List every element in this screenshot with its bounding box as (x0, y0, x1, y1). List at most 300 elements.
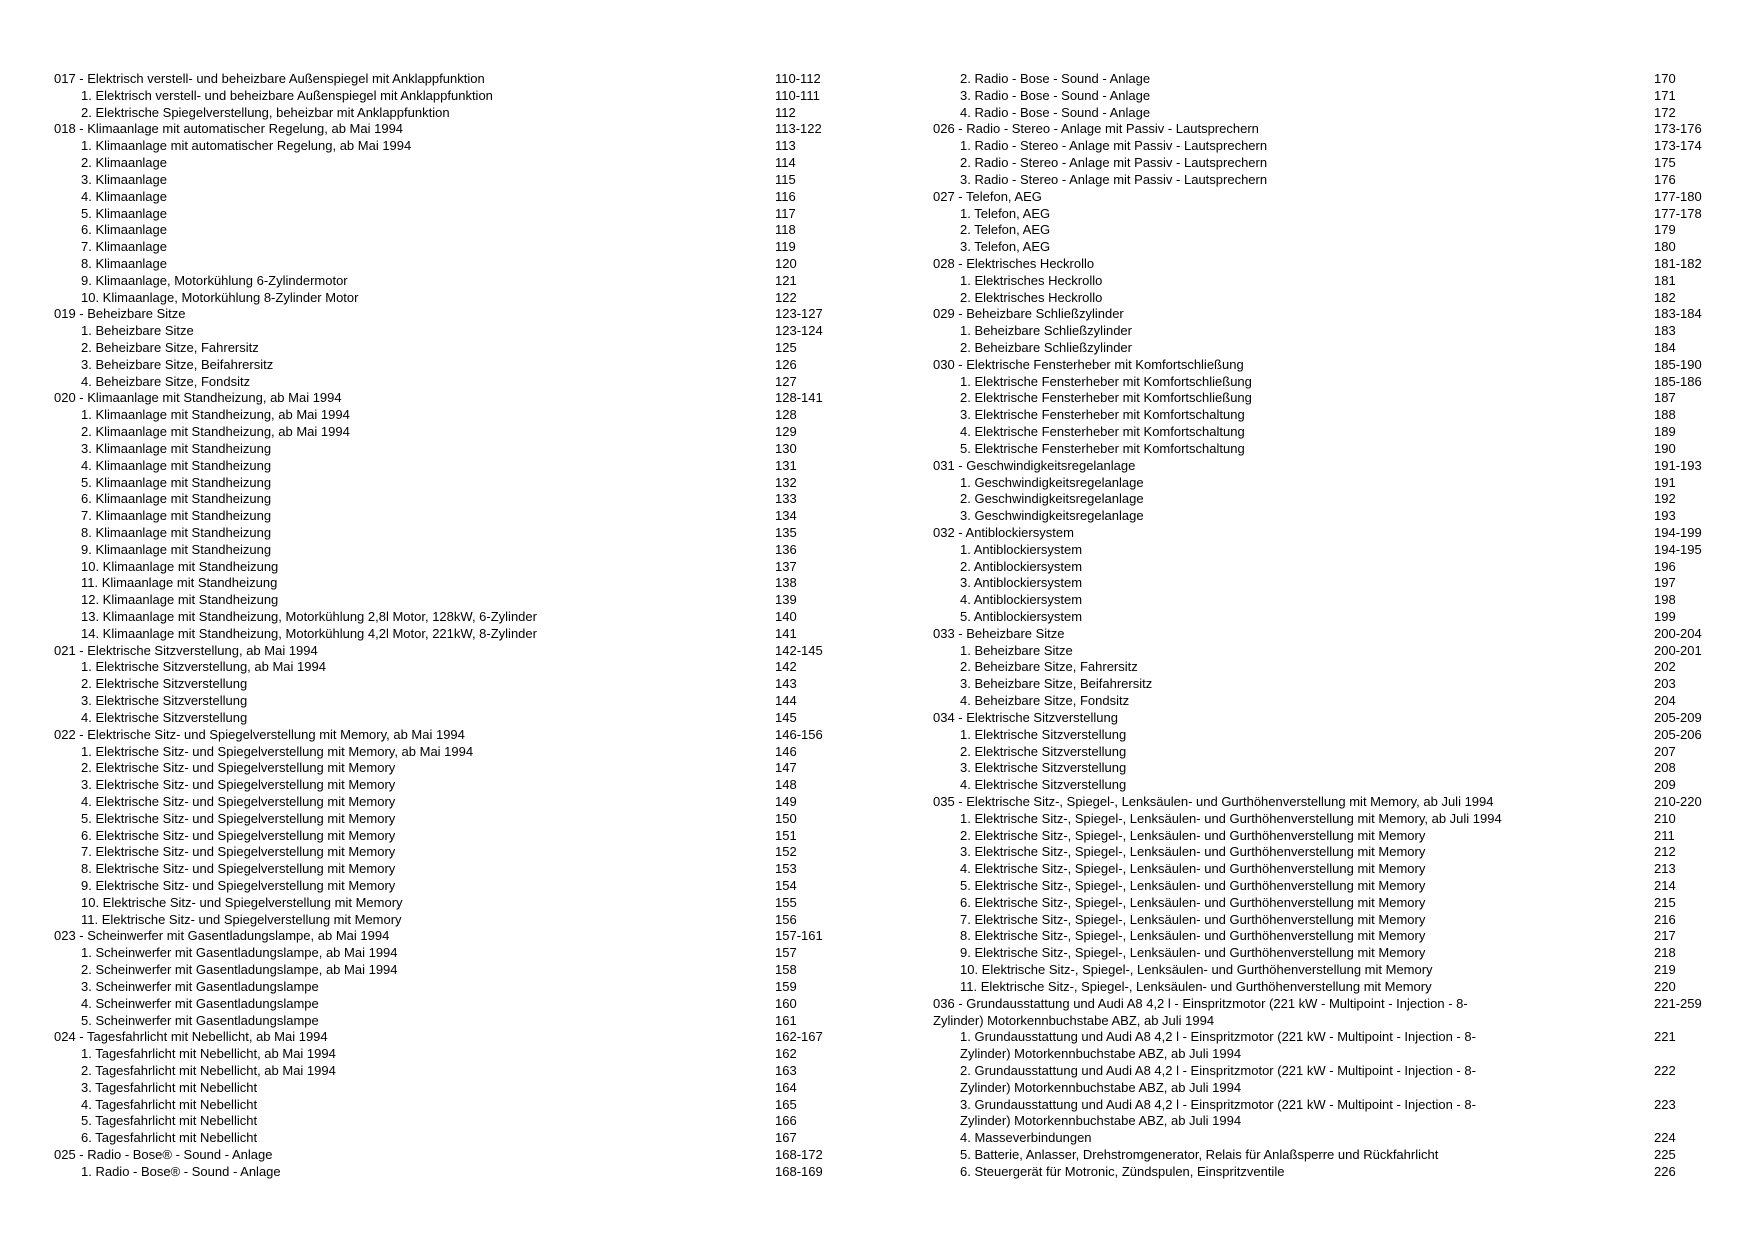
toc-subentry[interactable] (54, 744, 834, 761)
toc-subentry[interactable] (933, 1147, 1713, 1164)
toc-entry-pages: 197 (1654, 575, 1676, 591)
toc-entry-title: 017 - Elektrisch verstell- und beheizbare Außenspiegel mit Anklappfunktion (54, 71, 485, 86)
toc-section-entry[interactable] (54, 121, 834, 138)
toc-subentry[interactable] (54, 592, 834, 609)
toc-entry-pages: 141 (775, 625, 797, 641)
toc-entry-title: 3. Scheinwerfer mit Gasentladungslampe (81, 978, 319, 994)
toc-entry-pages: 205-209 (1654, 709, 1702, 725)
toc-entry-pages: 196 (1654, 558, 1676, 574)
toc-subentry[interactable] (933, 273, 1713, 290)
toc-entry-title: 9. Elektrische Sitz-, Spiegel-, Lenksäulen- und Gurthöhenverstellung mit Memory (960, 945, 1426, 961)
toc-entry-pages: 200-201 (1654, 642, 1702, 658)
toc-subentry[interactable] (933, 592, 1713, 609)
toc-entry-pages: 200-204 (1654, 625, 1702, 641)
toc-subentry[interactable] (54, 1164, 834, 1181)
toc-section-entry[interactable] (54, 71, 834, 88)
toc-entry-pages: 128 (775, 407, 797, 423)
toc-entry-title: 019 - Beheizbare Sitze (54, 306, 186, 322)
toc-entry-pages: 190 (1654, 440, 1676, 456)
toc-section-entry[interactable] (54, 928, 834, 945)
toc-entry-pages: 142 (775, 659, 797, 675)
toc-subentry[interactable] (933, 962, 1713, 979)
toc-subentry[interactable] (54, 374, 834, 391)
toc-entry-title: 4. Klimaanlage mit Standheizung (81, 457, 272, 473)
toc-entry-pages: 180 (1654, 239, 1676, 255)
toc-subentry[interactable] (54, 760, 834, 777)
toc-entry-title: 7. Elektrische Sitz- und Spiegelverstellung mit Memory (81, 844, 396, 860)
toc-subentry[interactable] (933, 441, 1713, 458)
toc-subentry[interactable] (54, 105, 834, 122)
toc-entry-pages: 154 (775, 878, 797, 893)
toc-entry-pages: 171 (1654, 87, 1676, 103)
toc-subentry[interactable] (54, 155, 834, 172)
toc-subentry[interactable] (933, 979, 1713, 996)
toc-subentry[interactable] (54, 138, 834, 155)
toc-subentry[interactable] (933, 475, 1713, 492)
toc-entry-title: 5. Batterie, Anlasser, Drehstromgenerator, Relais für Anlaßsperre und Rückfahrlicht (960, 1147, 1439, 1162)
toc-subentry[interactable] (54, 878, 834, 895)
toc-subentry[interactable] (54, 458, 834, 475)
toc-subentry[interactable] (933, 895, 1713, 912)
toc-entry-pages: 183 (1654, 323, 1676, 339)
toc-entry-title: 7. Elektrische Sitz-, Spiegel-, Lenksäulen- und Gurthöhenverstellung mit Memory (960, 911, 1426, 927)
toc-entry-title: 4. Tagesfahrlicht mit Nebellicht (81, 1096, 258, 1112)
toc-entry-pages: 175 (1654, 155, 1676, 171)
toc-entry-title: 023 - Scheinwerfer mit Gasentladungslampe, ab Mai 1994 (54, 928, 390, 944)
toc-entry-pages: 112 (775, 104, 796, 120)
toc-entry-pages: 115 (775, 171, 796, 187)
toc-subentry[interactable] (54, 895, 834, 912)
toc-subentry[interactable] (54, 659, 834, 676)
toc-subentry[interactable] (933, 172, 1713, 189)
toc-subentry[interactable] (933, 1029, 1713, 1063)
toc-entry-title: 1. Beheizbare Schließzylinder (960, 323, 1132, 339)
toc-subentry[interactable] (54, 1113, 834, 1130)
toc-subentry[interactable] (933, 727, 1713, 744)
toc-entry-title: 4. Radio - Bose - Sound - Anlage (960, 104, 1151, 120)
toc-section-entry[interactable] (54, 727, 834, 744)
toc-entry-title: 4. Masseverbindungen (960, 1130, 1092, 1146)
toc-entry-title: 9. Klimaanlage, Motorkühlung 6-Zylindermotor (81, 272, 348, 288)
toc-subentry[interactable] (933, 1130, 1713, 1147)
toc-subentry[interactable] (933, 374, 1713, 391)
toc-subentry[interactable] (54, 777, 834, 794)
toc-section-entry[interactable] (933, 626, 1713, 643)
toc-entry-title: 2. Elektrische Spiegelverstellung, beheizbar mit Anklappfunktion (81, 104, 450, 120)
toc-entry-title: 3. Elektrische Sitzverstellung (81, 693, 248, 709)
toc-subentry[interactable] (933, 1097, 1713, 1131)
toc-entry-title: 5. Antiblockiersystem (960, 609, 1083, 624)
toc-entry-pages: 147 (775, 760, 797, 776)
toc-entry-title: 026 - Radio - Stereo - Anlage mit Passiv - Lautsprechern (933, 121, 1259, 137)
toc-entry-pages: 184 (1654, 340, 1676, 355)
toc-subentry[interactable] (933, 912, 1713, 929)
toc-entry-pages: 110-112 (775, 71, 821, 86)
toc-subentry[interactable] (933, 676, 1713, 693)
toc-entry-title: 8. Klimaanlage (81, 255, 167, 271)
toc-entry-pages: 138 (775, 575, 797, 591)
toc-entry-title: 2. Elektrische Fensterheber mit Komfortschließung (960, 390, 1252, 406)
toc-entry-pages: 185-190 (1654, 356, 1702, 372)
toc-entry-title: 033 - Beheizbare Sitze (933, 625, 1065, 641)
toc-entry-title: 030 - Elektrische Fensterheber mit Komfortschließung (933, 356, 1244, 372)
toc-subentry[interactable] (54, 794, 834, 811)
toc-subentry[interactable] (54, 912, 834, 929)
toc-entry-title: 1. Radio - Stereo - Anlage mit Passiv - Lautsprechern (960, 138, 1268, 154)
toc-entry-title: 4. Beheizbare Sitze, Fondsitz (81, 373, 251, 389)
toc-entry-pages: 193 (1654, 508, 1676, 524)
toc-section-entry[interactable] (933, 256, 1713, 273)
toc-entry-pages: 119 (775, 239, 796, 255)
toc-entry-title: 3. Antiblockiersystem (960, 575, 1083, 591)
toc-entry-pages: 157-161 (775, 928, 823, 944)
toc-entry-pages: 209 (1654, 777, 1676, 793)
toc-entry-pages: 158 (775, 962, 797, 978)
toc-entry-pages: 146 (775, 743, 797, 759)
toc-subentry[interactable] (933, 609, 1713, 626)
toc-entry-title: 1. Beheizbare Sitze (960, 642, 1073, 658)
toc-entry-title: 2. Beheizbare Schließzylinder (960, 340, 1132, 355)
toc-entry-pages: 146-156 (775, 726, 823, 742)
toc-entry-pages: 113-122 (775, 121, 822, 137)
toc-subentry[interactable] (54, 945, 834, 962)
toc-subentry[interactable] (933, 559, 1713, 576)
toc-subentry[interactable] (933, 491, 1713, 508)
toc-entry-title: 3. Geschwindigkeitsregelanlage (960, 508, 1144, 524)
toc-subentry[interactable] (54, 626, 834, 643)
toc-entry-pages: 181 (1654, 272, 1676, 288)
toc-subentry[interactable] (933, 643, 1713, 660)
toc-entry-pages: 129 (775, 424, 797, 440)
toc-subentry[interactable] (933, 390, 1713, 407)
toc-subentry[interactable] (54, 491, 834, 508)
toc-subentry[interactable] (54, 525, 834, 542)
toc-section-entry[interactable] (933, 710, 1713, 727)
toc-entry-pages: 123-124 (775, 323, 823, 339)
toc-entry-pages: 151 (775, 827, 797, 843)
toc-section-entry[interactable] (54, 1147, 834, 1164)
toc-entry-title: 2. Beheizbare Sitze, Fahrersitz (960, 659, 1138, 675)
toc-entry-pages: 163 (775, 1062, 797, 1078)
toc-entry-pages: 140 (775, 609, 797, 624)
toc-subentry[interactable] (54, 710, 834, 727)
toc-entry-pages: 156 (775, 911, 797, 927)
toc-subentry[interactable] (54, 676, 834, 693)
toc-subentry[interactable] (54, 575, 834, 592)
toc-entry-title: 6. Klimaanlage mit Standheizung (81, 491, 272, 507)
toc-entry-title: 6. Tagesfahrlicht mit Nebellicht (81, 1130, 258, 1146)
toc-subentry[interactable] (933, 71, 1713, 88)
toc-entry-title: 2. Scheinwerfer mit Gasentladungslampe, ab Mai 1994 (81, 962, 398, 978)
toc-entry-title: 1. Antiblockiersystem (960, 541, 1083, 557)
toc-section-entry[interactable] (54, 390, 834, 407)
toc-subentry[interactable] (54, 828, 834, 845)
toc-section-entry[interactable] (54, 1029, 834, 1046)
toc-entry-pages: 110-111 (775, 87, 820, 103)
toc-entry-pages: 225 (1654, 1147, 1676, 1162)
toc-subentry[interactable] (54, 861, 834, 878)
toc-entry-title: 031 - Geschwindigkeitsregelanlage (933, 457, 1136, 473)
toc-entry-pages: 172 (1654, 104, 1676, 120)
toc-entry-title: 5. Klimaanlage (81, 205, 167, 221)
toc-section-entry[interactable] (933, 121, 1713, 138)
toc-subentry[interactable] (933, 508, 1713, 525)
toc-subentry[interactable] (933, 760, 1713, 777)
toc-subentry[interactable] (933, 828, 1713, 845)
toc-entry-title: 14. Klimaanlage mit Standheizung, Motorkühlung 4,2l Motor, 221kW, 8-Zylinder (81, 625, 537, 641)
toc-entry-pages: 216 (1654, 911, 1676, 927)
toc-subentry[interactable] (54, 508, 834, 525)
toc-subentry[interactable] (933, 542, 1713, 559)
toc-subentry[interactable] (933, 340, 1713, 357)
toc-entry-title: 1. Telefon, AEG (960, 205, 1051, 221)
toc-entry-title: 4. Beheizbare Sitze, Fondsitz (960, 693, 1130, 709)
toc-entry-title: 3. Beheizbare Sitze, Beifahrersitz (960, 676, 1153, 692)
toc-entry-pages: 157 (775, 945, 797, 961)
toc-subentry[interactable] (933, 844, 1713, 861)
toc-entry-pages: 134 (775, 508, 797, 524)
toc-entry-pages: 117 (775, 205, 796, 221)
toc-entry-pages: 192 (1654, 491, 1676, 507)
toc-entry-pages: 168-169 (775, 1163, 823, 1179)
toc-entry-pages: 153 (775, 861, 797, 877)
toc-entry-pages: 210-220 (1654, 793, 1702, 809)
toc-subentry[interactable] (54, 172, 834, 189)
toc-entry-title: 8. Klimaanlage mit Standheizung (81, 524, 272, 540)
toc-entry-title: 2. Radio - Stereo - Anlage mit Passiv - Lautsprechern (960, 155, 1268, 171)
toc-subentry[interactable] (933, 206, 1713, 223)
toc-subentry[interactable] (54, 239, 834, 256)
toc-entry-pages: 145 (775, 709, 797, 725)
toc-subentry[interactable] (54, 290, 834, 307)
toc-entry-title: 4. Elektrische Sitzverstellung (81, 709, 248, 725)
toc-entry-title: 036 - Grundausstattung und Audi A8 4,2 l - Einspritzmotor (221 kW - Multipoint - Injection - 8-Zylinder) Motorkennbuchstabe ABZ, ab Juli 1994 (933, 995, 1468, 1028)
toc-subentry[interactable] (933, 1063, 1713, 1097)
toc-subentry[interactable] (54, 1046, 834, 1063)
toc-entry-title: 034 - Elektrische Sitzverstellung (933, 709, 1118, 725)
toc-entry-pages: 220 (1654, 978, 1676, 994)
toc-entry-pages: 164 (775, 1079, 797, 1095)
toc-entry-title: 2. Antiblockiersystem (960, 558, 1083, 574)
toc-entry-pages: 191-193 (1654, 457, 1702, 473)
toc-subentry[interactable] (933, 693, 1713, 710)
toc-entry-title: 2. Elektrisches Heckrollo (960, 289, 1103, 305)
toc-entry-pages: 182 (1654, 289, 1676, 305)
toc-section-entry[interactable] (933, 996, 1713, 1030)
toc-subentry[interactable] (933, 222, 1713, 239)
toc-entry-pages: 161 (775, 1012, 797, 1028)
toc-section-entry[interactable] (54, 643, 834, 660)
toc-section-entry[interactable] (933, 357, 1713, 374)
toc-entry-title: 3. Elektrische Sitz- und Spiegelverstellung mit Memory (81, 777, 396, 793)
toc-entry-pages: 208 (1654, 760, 1676, 776)
toc-subentry[interactable] (54, 1013, 834, 1030)
toc-entry-title: 3. Elektrische Sitzverstellung (960, 760, 1127, 776)
toc-subentry[interactable] (54, 559, 834, 576)
toc-subentry[interactable] (933, 88, 1713, 105)
toc-subentry[interactable] (54, 962, 834, 979)
toc-subentry[interactable] (54, 407, 834, 424)
toc-section-entry[interactable] (933, 525, 1713, 542)
toc-entry-pages: 135 (775, 524, 797, 540)
toc-entry-title: 020 - Klimaanlage mit Standheizung, ab Mai 1994 (54, 390, 342, 406)
toc-column-left (54, 71, 834, 1181)
toc-subentry[interactable] (933, 424, 1713, 441)
toc-subentry[interactable] (54, 88, 834, 105)
toc-subentry[interactable] (54, 542, 834, 559)
toc-entry-title: 1. Elektrische Fensterheber mit Komfortschließung (960, 373, 1252, 389)
toc-entry-pages: 150 (775, 810, 797, 826)
toc-entry-title: 024 - Tagesfahrlicht mit Nebellicht, ab Mai 1994 (54, 1029, 328, 1045)
toc-entry-title: 3. Klimaanlage (81, 171, 167, 187)
toc-entry-title: 3. Telefon, AEG (960, 239, 1051, 255)
toc-subentry[interactable] (933, 407, 1713, 424)
toc-subentry[interactable] (54, 1097, 834, 1114)
toc-subentry[interactable] (54, 844, 834, 861)
toc-entry-pages: 217 (1654, 928, 1676, 944)
toc-entry-title: 5. Klimaanlage mit Standheizung (81, 474, 272, 490)
toc-section-entry[interactable] (933, 794, 1713, 811)
toc-entry-pages: 155 (775, 894, 797, 910)
toc-section-entry[interactable] (54, 306, 834, 323)
toc-subentry[interactable] (933, 105, 1713, 122)
toc-subentry[interactable] (933, 811, 1713, 828)
toc-subentry[interactable] (54, 340, 834, 357)
toc-subentry[interactable] (933, 575, 1713, 592)
toc-subentry[interactable] (54, 273, 834, 290)
toc-entry-pages: 221 (1654, 1029, 1676, 1045)
toc-entry-pages: 139 (775, 592, 797, 608)
toc-entry-pages: 118 (775, 222, 796, 238)
toc-entry-pages: 188 (1654, 407, 1676, 423)
toc-entry-title: 3. Grundausstattung und Audi A8 4,2 l - Einspritzmotor (221 kW - Multipoint - Injection - 8-Zylinder) Motorkennbuchstabe ABZ, ab Juli 1994 (960, 1096, 1476, 1129)
toc-subentry[interactable] (933, 928, 1713, 945)
toc-entry-title: 7. Klimaanlage mit Standheizung (81, 508, 272, 524)
toc-subentry[interactable] (54, 1063, 834, 1080)
toc-subentry[interactable] (54, 189, 834, 206)
toc-subentry[interactable] (933, 861, 1713, 878)
toc-entry-pages: 226 (1654, 1163, 1676, 1179)
toc-entry-title: 4. Antiblockiersystem (960, 592, 1083, 608)
toc-section-entry[interactable] (933, 458, 1713, 475)
toc-entry-title: 11. Klimaanlage mit Standheizung (81, 575, 278, 591)
toc-subentry[interactable] (933, 777, 1713, 794)
toc-subentry[interactable] (54, 256, 834, 273)
toc-entry-title: 3. Elektrische Fensterheber mit Komfortschaltung (960, 407, 1245, 423)
toc-entry-pages: 170 (1654, 71, 1676, 86)
toc-entry-pages: 116 (775, 188, 796, 204)
toc-subentry[interactable] (54, 323, 834, 340)
toc-entry-title: 2. Telefon, AEG (960, 222, 1051, 238)
toc-entry-title: 1. Elektrische Sitzverstellung, ab Mai 1994 (81, 659, 326, 675)
toc-entry-pages: 222 (1654, 1062, 1676, 1078)
toc-subentry[interactable] (54, 1130, 834, 1147)
toc-subentry[interactable] (54, 979, 834, 996)
toc-entry-title: 5. Scheinwerfer mit Gasentladungslampe (81, 1012, 319, 1028)
toc-entry-pages: 177-178 (1654, 205, 1702, 221)
toc-entry-pages: 185-186 (1654, 373, 1702, 389)
toc-entry-title: 025 - Radio - Bose® - Sound - Anlage (54, 1147, 273, 1162)
toc-subentry[interactable] (54, 1080, 834, 1097)
toc-entry-pages: 187 (1654, 390, 1676, 406)
toc-entry-title: 10. Elektrische Sitz- und Spiegelverstellung mit Memory (81, 894, 403, 910)
toc-entry-title: 13. Klimaanlage mit Standheizung, Motorkühlung 2,8l Motor, 128kW, 6-Zylinder (81, 609, 537, 624)
toc-subentry[interactable] (54, 693, 834, 710)
toc-entry-pages: 224 (1654, 1130, 1676, 1146)
toc-section-entry[interactable] (933, 189, 1713, 206)
toc-entry-title: 022 - Elektrische Sitz- und Spiegelverstellung mit Memory, ab Mai 1994 (54, 726, 465, 742)
toc-entry-title: 2. Radio - Bose - Sound - Anlage (960, 71, 1151, 86)
toc-subentry[interactable] (54, 996, 834, 1013)
toc-entry-pages: 152 (775, 844, 797, 860)
toc-entry-title: 028 - Elektrisches Heckrollo (933, 255, 1095, 271)
toc-entry-pages: 221-259 (1654, 995, 1702, 1011)
toc-subentry[interactable] (933, 878, 1713, 895)
toc-subentry[interactable] (933, 323, 1713, 340)
toc-entry-title: 10. Elektrische Sitz-, Spiegel-, Lenksäulen- und Gurthöhenverstellung mit Memory (960, 962, 1433, 978)
toc-entry-title: 5. Elektrische Fensterheber mit Komfortschaltung (960, 440, 1245, 456)
toc-entry-pages: 205-206 (1654, 726, 1702, 742)
toc-subentry[interactable] (933, 290, 1713, 307)
toc-entry-title: 2. Elektrische Sitz- und Spiegelverstellung mit Memory (81, 760, 396, 776)
toc-subentry[interactable] (54, 424, 834, 441)
toc-section-entry[interactable] (933, 306, 1713, 323)
toc-subentry[interactable] (54, 811, 834, 828)
toc-entry-title: 2. Elektrische Sitzverstellung (960, 743, 1127, 759)
toc-entry-title: 1. Elektrische Sitz-, Spiegel-, Lenksäulen- und Gurthöhenverstellung mit Memory, ab Juli 1994 (960, 810, 1502, 826)
toc-entry-pages: 148 (775, 777, 797, 793)
toc-entry-pages: 177-180 (1654, 188, 1702, 204)
toc-entry-title: 6. Elektrische Sitz-, Spiegel-, Lenksäulen- und Gurthöhenverstellung mit Memory (960, 894, 1426, 910)
toc-entry-title: 1. Elektrische Sitzverstellung (960, 726, 1127, 742)
toc-entry-title: 035 - Elektrische Sitz-, Spiegel-, Lenksäulen- und Gurthöhenverstellung mit Memory, ab Juli 1994 (933, 793, 1494, 809)
toc-entry-pages: 126 (775, 356, 797, 372)
toc-entry-title: 1. Scheinwerfer mit Gasentladungslampe, ab Mai 1994 (81, 945, 398, 961)
toc-entry-pages: 189 (1654, 424, 1676, 440)
toc-entry-pages: 207 (1654, 743, 1676, 759)
toc-entry-pages: 136 (775, 541, 797, 557)
toc-entry-title: 2. Geschwindigkeitsregelanlage (960, 491, 1144, 507)
toc-entry-pages: 125 (775, 340, 797, 355)
toc-entry-title: 032 - Antiblockiersystem (933, 524, 1074, 540)
toc-entry-pages: 218 (1654, 945, 1676, 961)
toc-subentry[interactable] (54, 475, 834, 492)
toc-subentry[interactable] (933, 1164, 1713, 1181)
toc-subentry[interactable] (933, 239, 1713, 256)
toc-subentry[interactable] (933, 138, 1713, 155)
toc-entry-pages: 143 (775, 676, 797, 692)
toc-subentry[interactable] (933, 659, 1713, 676)
toc-subentry[interactable] (933, 945, 1713, 962)
toc-entry-pages: 210 (1654, 810, 1676, 826)
toc-subentry[interactable] (933, 155, 1713, 172)
toc-entry-pages: 120 (775, 255, 797, 271)
toc-subentry[interactable] (54, 357, 834, 374)
toc-subentry[interactable] (54, 206, 834, 223)
toc-subentry[interactable] (54, 609, 834, 626)
toc-entry-title: 3. Beheizbare Sitze, Beifahrersitz (81, 356, 274, 372)
toc-entry-title: 3. Klimaanlage mit Standheizung (81, 440, 272, 456)
toc-entry-title: 4. Elektrische Sitzverstellung (960, 777, 1127, 793)
toc-entry-title: 1. Beheizbare Sitze (81, 323, 194, 339)
toc-subentry[interactable] (54, 222, 834, 239)
toc-entry-title: 1. Klimaanlage mit Standheizung, ab Mai 1994 (81, 407, 350, 423)
toc-entry-pages: 144 (775, 693, 797, 709)
toc-subentry[interactable] (933, 744, 1713, 761)
toc-entry-title: 4. Elektrische Sitz-, Spiegel-, Lenksäulen- und Gurthöhenverstellung mit Memory (960, 861, 1426, 877)
toc-subentry[interactable] (54, 441, 834, 458)
toc-entry-title: 1. Radio - Bose® - Sound - Anlage (81, 1163, 281, 1179)
